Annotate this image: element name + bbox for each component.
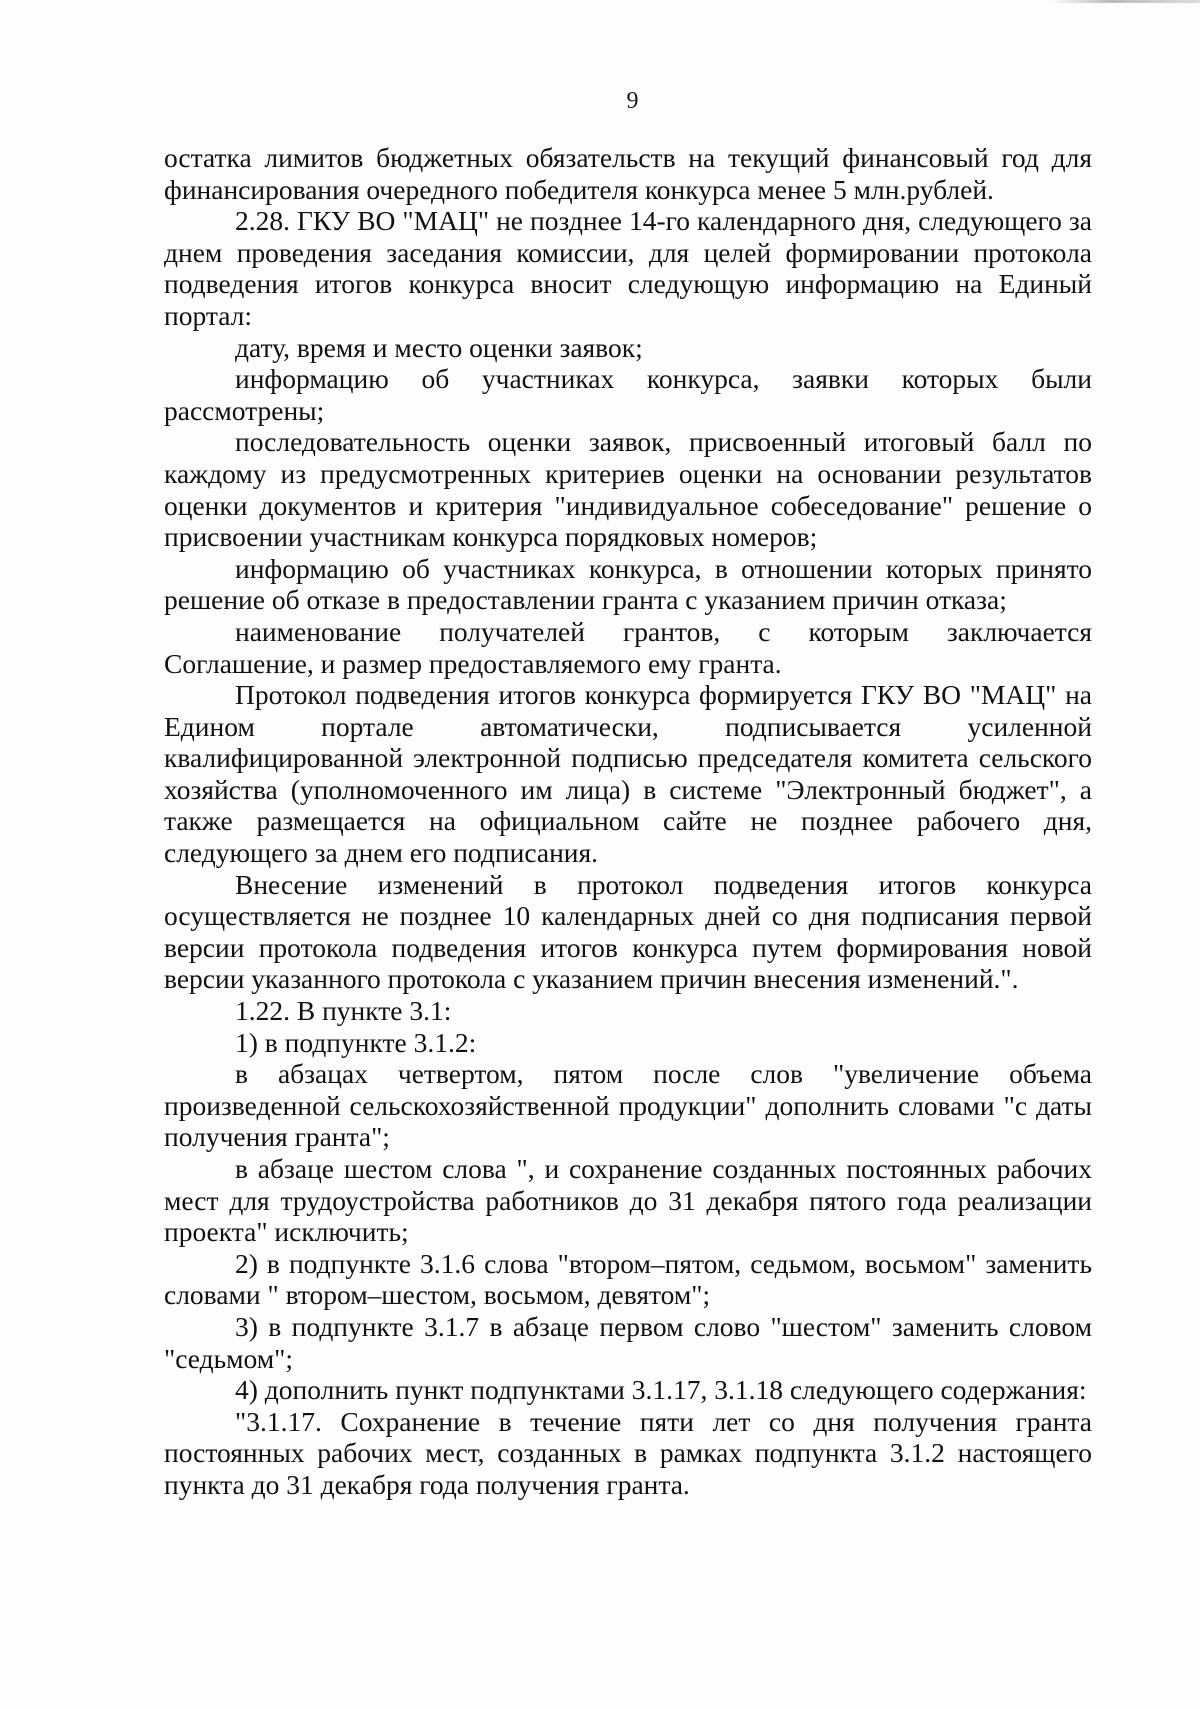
paragraph-subitem-3: 3) в подпункте 3.1.7 в абзаце первом слово "шестом" заменить словом "седьмом"; <box>164 1310 1092 1374</box>
paragraph-subitem-2: 2) в подпункте 3.1.6 слова "втором–пятом, седьмом, восьмом" заменить словами " втором–шестом, восьмом, девятом"; <box>164 1247 1092 1311</box>
page-number: 9 <box>626 88 639 114</box>
paragraph-list-item: информацию об участниках конкурса, заявки которых были рассмотрены; <box>164 363 1092 426</box>
paragraph-list-item: последовательность оценки заявок, присвоенный итоговый балл по каждому из предусмотренных критериев оценки на основании результатов оценки документов и критерия "индивидуальное собеседование" решение о присвоении участникам конкурса порядковых номеров; <box>164 426 1092 553</box>
paragraph-subitem-4: 4) дополнить пункт подпунктами 3.1.17, 3.1.18 следующего содержания: <box>235 1374 1087 1406</box>
paragraph-2-28: 2.28. ГКУ ВО "МАЦ" не позднее 14-го календарного дня, следующего за днем проведения заседания комиссии, для целей формировании протокола подведения итогов конкурса вносит следующую информацию на Единый портал: <box>164 205 1092 331</box>
paragraph-amendment: в абзацах четвертом, пятом после слов "увеличение объема произведенной сельскохозяйственной продукции" дополнить словами "с даты получения гранта"; <box>164 1058 1092 1153</box>
paragraph-amendment: в абзаце шестом слова ", и сохранение созданных постоянных рабочих мест для трудоустройства работников до 31 декабря пятого года реализации проекта" исключить; <box>164 1153 1092 1248</box>
paragraph-1-22: 1.22. В пункте 3.1: <box>235 995 452 1027</box>
scan-edge-mark <box>1050 0 1200 3</box>
paragraph-subitem-1: 1) в подпункте 3.1.2: <box>235 1026 477 1058</box>
paragraph-changes: Внесение изменений в протокол подведения итогов конкурса осуществляется не позднее 10 календарных дней со дня подписания первой версии протокола подведения итогов конкурса путем формирования новой версии указанного протокола с указанием причин внесения изменений.". <box>164 868 1092 995</box>
paragraph-3-1-17: "3.1.17. Сохранение в течение пяти лет со дня получения гранта постоянных рабочих мест, созданных в рамках подпункта 3.1.2 настоящего пункта до 31 декабря года получения гранта. <box>164 1405 1092 1500</box>
paragraph-continuation: остатка лимитов бюджетных обязательств на текущий финансовый год для финансирования очередного победителя конкурса менее 5 млн.рублей. <box>164 142 1092 205</box>
document-body <box>164 142 1092 1501</box>
paragraph-list-item: наименование получателей грантов, с которым заключается Соглашение, и размер предоставляемого ему гранта. <box>164 615 1092 679</box>
paragraph-protocol: Протокол подведения итогов конкурса формируется ГКУ ВО "МАЦ" на Едином портале автоматически, подписывается усиленной квалифицированной электронной подписью председателя комитета сельского хозяйства (уполномоченного им лица) в системе "Электронный бюджет", а также размещается на официальном сайте не позднее рабочего дня, следующего за днем его подписания. <box>164 679 1092 869</box>
paragraph-list-item: дату, время и место оценки заявок; <box>235 331 643 363</box>
paragraph-list-item: информацию об участниках конкурса, в отношении которых принято решение об отказе в предоставлении гранта с указанием причин отказа; <box>164 552 1092 616</box>
